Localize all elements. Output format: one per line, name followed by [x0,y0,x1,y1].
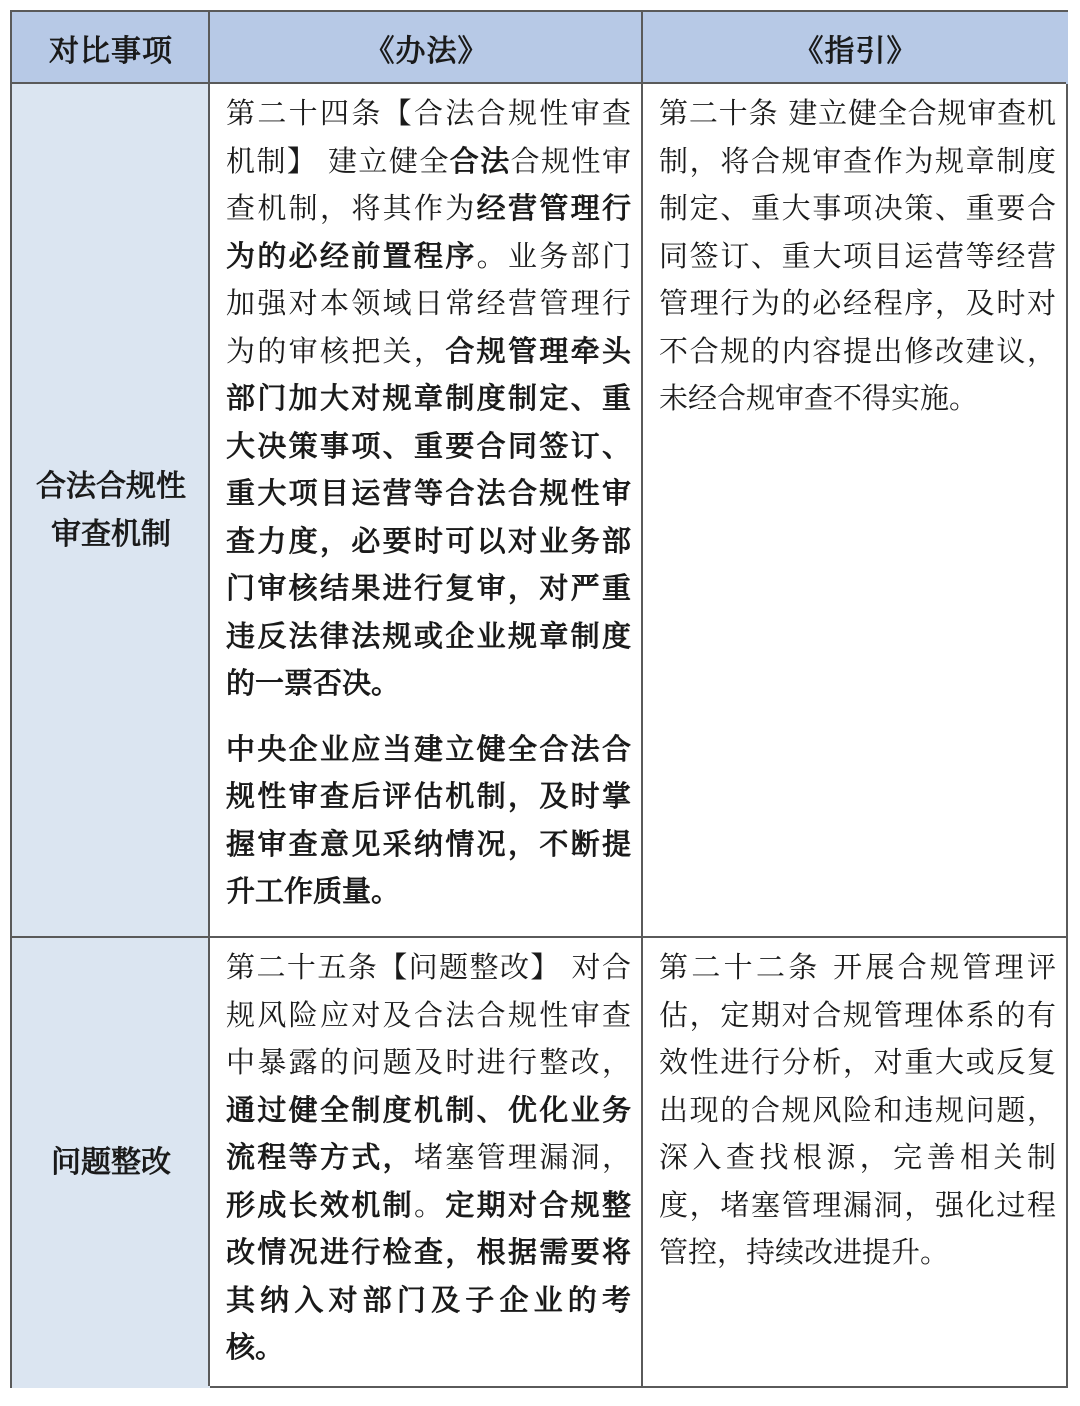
topic-label-review: 合法合规性审查机制 [36,469,186,552]
text-run: 第二十二条 开展合规管理评估，定期对合规管理体系的有效性进行分析，对重大或反复出现的合规风险和违规问题，深入查找根源，完善相关制度，堵塞管理漏洞，强化过程管控，持续改进提升。 [659,950,1056,1269]
paragraph [659,90,1056,423]
text-run: 第二十五条【问题整改】 对合规风险应对及合法合规性审查中暴露的问题及时进行整改， [226,950,631,1079]
text-run: 。业务部门加强对本领域日常经营管理行为的审核把关， [226,238,631,368]
header-cell-topic [12,12,210,84]
topic-cell-rectification [12,938,210,1388]
banfa-text-rectification [210,938,643,1372]
bold-text-run: 定期对合规整改情况进行检查，根据需要将其纳入对部门及子企业的考核。 [226,1187,631,1364]
text-run: 第二十条 建立健全合规审查机制，将合规审查作为规章制度制定、重大事项决策、重要合同签订、重大项目运营等经营管理行为的必经程序，及时对不合规的内容提出修改建议，未经合规审查不得实施。 [659,96,1056,415]
banfa-text-review [210,84,643,916]
comparison-table [10,10,1068,1388]
zhiyin-text-review [643,84,1068,423]
header-label-banfa: 《办法》 [364,34,489,69]
paragraph [226,944,631,1372]
bold-text-run: 通过健全制度机制、优化业务流程等方式， [226,1092,631,1174]
paragraph [226,726,631,916]
header-cell-banfa [210,12,643,84]
row-divider [12,82,1066,84]
bold-text-run: 经营管理行为的必经前置程序 [226,191,631,273]
paragraph [226,90,631,708]
column-divider [208,12,210,1386]
text-run: 合规性审查机制，将其作为 [226,143,631,225]
zhiyin-cell-review [643,84,1068,938]
bold-text-run: 形成长效机制 [226,1187,414,1222]
bold-text-run: 合法 [449,143,511,178]
bold-text-run: 中央企业应当建立健全合法合规性审查后评估机制，及时掌握审查意见采纳情况，不断提升工作质量。 [226,731,631,908]
zhiyin-cell-rectification [643,938,1068,1388]
banfa-cell-review [210,84,643,938]
text-run: 第二十四条【合法合规性审查机制】 建立健全 [226,96,631,178]
column-divider [641,12,643,1386]
row-divider [12,936,1066,938]
topic-label-rectification: 问题整改 [51,1145,171,1180]
header-cell-zhiyin [643,12,1068,84]
paragraph [659,944,1056,1277]
bold-text-run: 合规管理牵头部门加大对规章制度制定、重大决策事项、重要合同签订、重大项目运营等合法合规性审查力度，必要时可以对业务部门审核结果进行复审，对严重违反法律法规或企业规章制度的一票否决。 [226,333,631,700]
topic-cell-review [12,84,210,938]
zhiyin-text-rectification [643,938,1068,1277]
header-label-zhiyin: 《指引》 [793,34,918,69]
banfa-cell-rectification [210,938,643,1388]
header-label-topic: 对比事项 [49,34,173,69]
text-run: 堵塞管理漏洞， [414,1140,631,1174]
text-run: 。 [413,1187,446,1222]
